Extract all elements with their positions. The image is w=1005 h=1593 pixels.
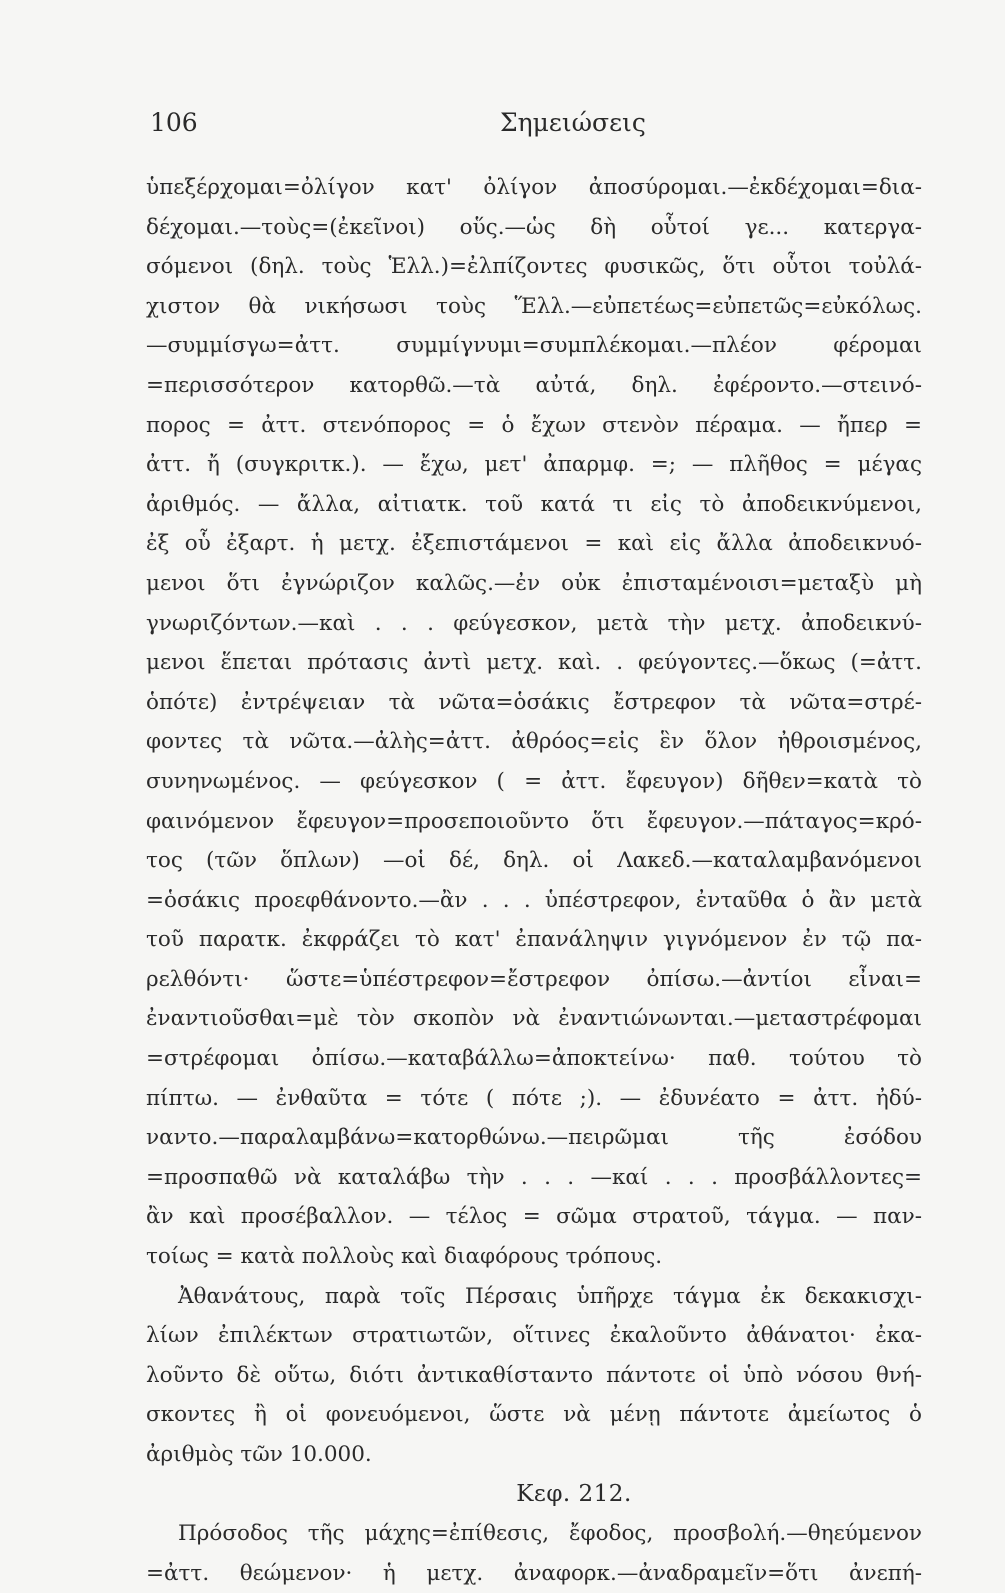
text-line: ἐναντιοῦσθαι=μὲ τὸν σκοπὸν νὰ ἐναντιώνωνται.—μεταστρέφομαι [146,1006,922,1032]
chapter-heading: Κεφ. 212. [516,1480,632,1507]
text-line: φοντες τὰ νῶτα.—ἀλὴς=ἀττ. ἀθρόος=εἰς ἓν ὅλον ἠθροισμένος, [146,729,922,755]
text-line: Πρόσοδος τῆς μάχης=ἐπίθεσις, ἔφοδος, προσβολή.—θηεύμενον [178,1521,922,1547]
text-line: γνωριζόντων.—καὶ . . . φεύγεσκον, μετὰ τὴν μετχ. ἀποδεικνύ- [146,610,922,636]
text-line: =ὁσάκις προεφθάνοντο.—ἂν . . . ὑπέστρεφον, ἐνταῦθα ὁ ἂν μετὰ [146,887,922,913]
text-line: τοῦ παρατκ. ἐκφράζει τὸ κατ' ἐπανάληψιν γιγνόμενον ἐν τῷ πα- [146,927,922,953]
text-line: =προσπαθῶ νὰ καταλάβω τὴν . . . —καί . . . προσβάλλοντες= [146,1164,922,1190]
running-title: Σημειώσεις [500,108,646,137]
text-line: ἀττ. ἤ (συγκριτκ.). — ἔχω, μετ' ἀπαρμφ. =; — πλῆθος = μέγας [146,452,922,478]
text-line: συνηνωμένος. — φεύγεσκον ( = ἀττ. ἔφευγον) δῆθεν=κατὰ τὸ [146,768,922,794]
text-line: Ἀθανάτους, παρὰ τοῖς Πέρσαις ὑπῆρχε τάγμα ἐκ δεκακισχι- [178,1283,922,1309]
text-line: ναντο.—παραλαμβάνω=κατορθώνω.—πειρῶμαι τῆς ἐσόδου [146,1125,922,1151]
text-line: ρελθόντι· ὥστε=ὑπέστρεφον=ἔστρεφον ὀπίσω.—ἀντίοι εἶναι= [146,966,922,992]
page-number: 106 [150,108,198,137]
text-line: ὁπότε) ἐντρέψειαν τὰ νῶτα=ὁσάκις ἔστρεφον τὰ νῶτα=στρέ- [146,689,922,715]
notes-section [146,168,922,1277]
body-text [146,168,922,1593]
text-line: δέχομαι.—τοὺς=(ἐκεῖνοι) οὕς.—ὡς δὴ οὗτοί γε... κατεργα- [146,214,922,240]
text-line: ἀριθμός. — ἄλλα, αἰτιατκ. τοῦ κατά τι εἰς τὸ ἀποδεικνύμενοι, [146,491,922,517]
text-line: μενοι ὅτι ἐγνώριζον καλῶς.—ἐν οὐκ ἐπισταμένοισι=μεταξὺ μὴ [146,570,922,596]
text-line: —συμμίσγω=ἀττ. συμμίγνυμι=συμπλέκομαι.—πλέον φέρομαι [146,333,922,359]
page-header [150,108,870,148]
text-line: σόμενοι (δηλ. τοὺς Ἑλλ.)=ἐλπίζοντες φυσικῶς, ὅτι οὗτοι τοὐλά- [146,254,922,280]
chapter-212-section [146,1514,922,1593]
text-line: ἀριθμὸς τῶν 10.000. [146,1442,372,1467]
text-line: μενοι ἕπεται πρότασις ἀντὶ μετχ. καὶ. . φεύγοντες.—ὅκως (=ἀττ. [146,650,922,676]
athanatoi-section [146,1277,922,1475]
text-line: χιστον θὰ νικήσωσι τοὺς Ἕλλ.—εὐπετέως=εὐπετῶς=εὐκόλως. [146,293,922,319]
text-line: ἐξ οὗ ἐξαρτ. ἡ μετχ. ἐξεπιστάμενοι = καὶ εἰς ἄλλα ἀποδεικνυό- [146,531,922,557]
text-line: λοῦντο δὲ οὕτω, διότι ἀντικαθίσταντο πάντοτε οἱ ὑπὸ νόσου θνή- [146,1362,922,1388]
text-line: λίων ἐπιλέκτων στρατιωτῶν, οἵτινες ἐκαλοῦντο ἀθάνατοι· ἐκα- [146,1323,922,1349]
text-line: ἂν καὶ προσέβαλλον. — τέλος = σῶμα στρατοῦ, τάγμα. — παν- [146,1204,922,1230]
text-line: φαινόμενον ἔφευγον=προσεποιοῦντο ὅτι ἔφευγον.—πάταγος=κρό- [146,808,922,834]
text-line: σκοντες ἢ οἱ φονευόμενοι, ὥστε νὰ μένῃ πάντοτε ἀμείωτος ὁ [146,1402,922,1428]
text-line: τος (τῶν ὅπλων) —οἱ δέ, δηλ. οἱ Λακεδ.—καταλαμβανόμενοι [146,848,922,874]
text-line: τοίως = κατὰ πολλοὺς καὶ διαφόρους τρόπους. [146,1244,663,1270]
text-line: =ἀττ. θεώμενον· ἡ μετχ. ἀναφορκ.—ἀναδραμεῖν=ὅτι ἀνεπή- [146,1560,922,1586]
text-line: πίπτω. — ἐνθαῦτα = τότε ( πότε ;). — ἐδυνέατο = ἀττ. ἠδύ- [146,1085,922,1111]
text-line: πορος = ἀττ. στενόπορος = ὁ ἔχων στενὸν πέραμα. — ἤπερ = [146,412,922,438]
text-line: =περισσότερον κατορθῶ.—τὰ αὐτά, δηλ. ἐφέροντο.—στεινό- [146,372,922,398]
text-line: ὑπεξέρχομαι=ὀλίγον κατ' ὀλίγον ἀποσύρομαι.—ἐκδέχομαι=δια- [146,175,922,200]
text-line: =στρέφομαι ὀπίσω.—καταβάλλω=ἀποκτείνω· παθ. τούτου τὸ [146,1046,922,1072]
